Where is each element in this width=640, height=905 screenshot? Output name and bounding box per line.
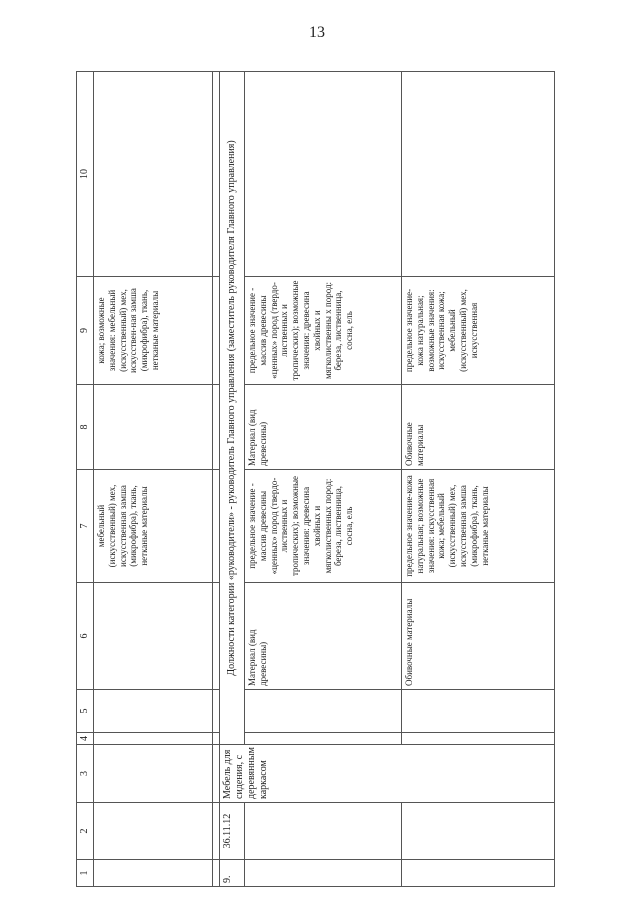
table-cell	[402, 860, 555, 887]
characteristic-name: Обивочные материалы	[402, 385, 555, 470]
table-cell	[94, 385, 213, 470]
table-cell	[94, 733, 213, 745]
column-number: 7	[77, 470, 94, 583]
table-cell	[402, 803, 555, 860]
item-number: 9.	[220, 860, 245, 887]
table-cell	[245, 733, 402, 745]
table-cell	[94, 745, 213, 803]
table-cell	[402, 690, 555, 733]
table-cell	[213, 690, 220, 733]
column-number: 5	[77, 690, 94, 733]
column-number: 2	[77, 803, 94, 860]
item-name: Мебель для сидения, с деревянным каркасом	[220, 745, 555, 803]
column-number: 9	[77, 277, 94, 385]
table-cell	[213, 860, 220, 887]
characteristic-value: предельное значение-кожа натуральная; возможные значения: искусственная кожа; мебельный (искусственный) мех, искусственная	[402, 277, 555, 385]
table-cell	[213, 277, 220, 385]
column-number: 3	[77, 745, 94, 803]
table-cell: мебельный (искусственный) мех, искусственная замша (микрофибра), ткань, нетканые материалы	[94, 470, 213, 583]
table-cell	[245, 860, 402, 887]
table-cell	[94, 583, 213, 690]
column-number: 1	[77, 860, 94, 887]
characteristic-value: предельное значение-кожа натуральная; возможные значения: искусственная кожа; мебельный (искусственный) мех, искусственная замша (микрофибра), ткань, нетканые материалы	[402, 470, 555, 583]
characteristic-name: Материал (вид древесины)	[245, 385, 402, 470]
table-cell	[213, 733, 220, 745]
table-cell	[94, 860, 213, 887]
table-cell	[213, 470, 220, 583]
section-header: Должности категории «руководители» - руководитель Главного управления (заместитель руководителя Главного управления)	[220, 72, 245, 745]
table-cell	[94, 72, 213, 277]
requirements-table	[76, 71, 555, 887]
page-number: 13	[309, 24, 325, 41]
table-cell	[213, 745, 220, 803]
table-row	[94, 72, 213, 887]
table-row	[213, 72, 220, 887]
column-number-row	[77, 72, 94, 887]
table-cell	[245, 803, 402, 860]
characteristic-value: предельное значение - массив древесины «ценных» пород (твердо-лиственных и тропических); возможные значения: древесина хвойных и мягколиственны х пород: береза, лиственница, сосна, ель	[245, 277, 402, 385]
table-row	[220, 72, 245, 887]
column-number: 8	[77, 385, 94, 470]
table-cell	[402, 733, 555, 745]
table-cell	[245, 690, 402, 733]
characteristic-name: Обивочные материалы	[402, 583, 555, 690]
characteristic-value: предельное значение - массив древесины «ценных» пород (твердо-лиственных и тропических); возможные значения: древесина хвойных и мягколиственных пород: береза, лиственница, сосна, ель	[245, 470, 402, 583]
column-number: 6	[77, 583, 94, 690]
table-cell	[213, 72, 220, 277]
table-cell	[213, 385, 220, 470]
item-code: 36.11.12	[220, 803, 245, 860]
table-cell	[213, 803, 220, 860]
column-number: 10	[77, 72, 94, 277]
table-cell	[94, 803, 213, 860]
table-cell	[213, 583, 220, 690]
rotated-table-container	[76, 72, 576, 887]
table-cell	[245, 72, 402, 277]
table-cell	[94, 690, 213, 733]
table-cell: кожа; возможные значения: мебельный (искусственный) мех, искусствен-ная замша (микрофибра), ткань, нетканые материалы	[94, 277, 213, 385]
table-cell	[402, 72, 555, 277]
column-number: 4	[77, 733, 94, 745]
characteristic-name: Материал (вид древесины)	[245, 583, 402, 690]
